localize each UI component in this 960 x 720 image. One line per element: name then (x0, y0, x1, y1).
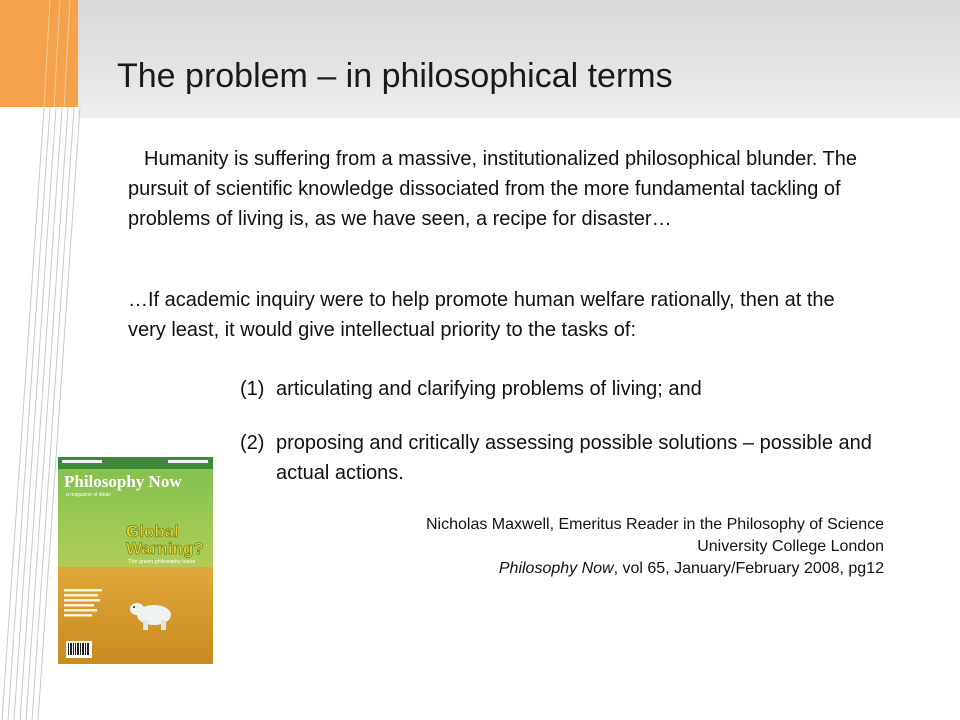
quote-paragraph-1: Humanity is suffering from a massive, institutionalized philosophical blunder. The pursuit of scientific knowledge dissociated from the more fundamental tackling of problems of living is, as we have seen, a recipe for disaster… (128, 148, 857, 230)
citation (426, 514, 884, 580)
list-text: proposing and critically assessing possible solutions – possible and actual actions. (276, 432, 872, 484)
list-text: articulating and clarifying problems of living; and (276, 378, 702, 400)
magazine-tagline: a magazine of ideas (66, 492, 111, 498)
list-number: (2) (240, 432, 265, 454)
magazine-subheadline: The green philosophy issue (128, 559, 196, 565)
magazine-headline-1: Global (126, 522, 179, 541)
slide-title: The problem – in philosophical terms (117, 57, 673, 95)
list-item (240, 428, 880, 488)
quote-paragraph-2: …If academic inquiry were to help promote human welfare rationally, then at the very least, it would give intellectual priority to the tasks of: (128, 289, 835, 341)
citation-source (426, 558, 884, 580)
magazine-masthead: Philosophy Now (64, 472, 182, 491)
magazine-cover-image (58, 457, 213, 664)
list-number: (1) (240, 378, 265, 400)
citation-details: , vol 65, January/February 2008, pg12 (613, 560, 884, 577)
citation-author: Nicholas Maxwell, Emeritus Reader in the Philosophy of Science (426, 516, 884, 533)
citation-publication: Philosophy Now (498, 560, 614, 577)
list-item (240, 374, 880, 404)
citation-affiliation: University College London (697, 538, 884, 555)
magazine-headline-2: Warning? (126, 539, 204, 558)
